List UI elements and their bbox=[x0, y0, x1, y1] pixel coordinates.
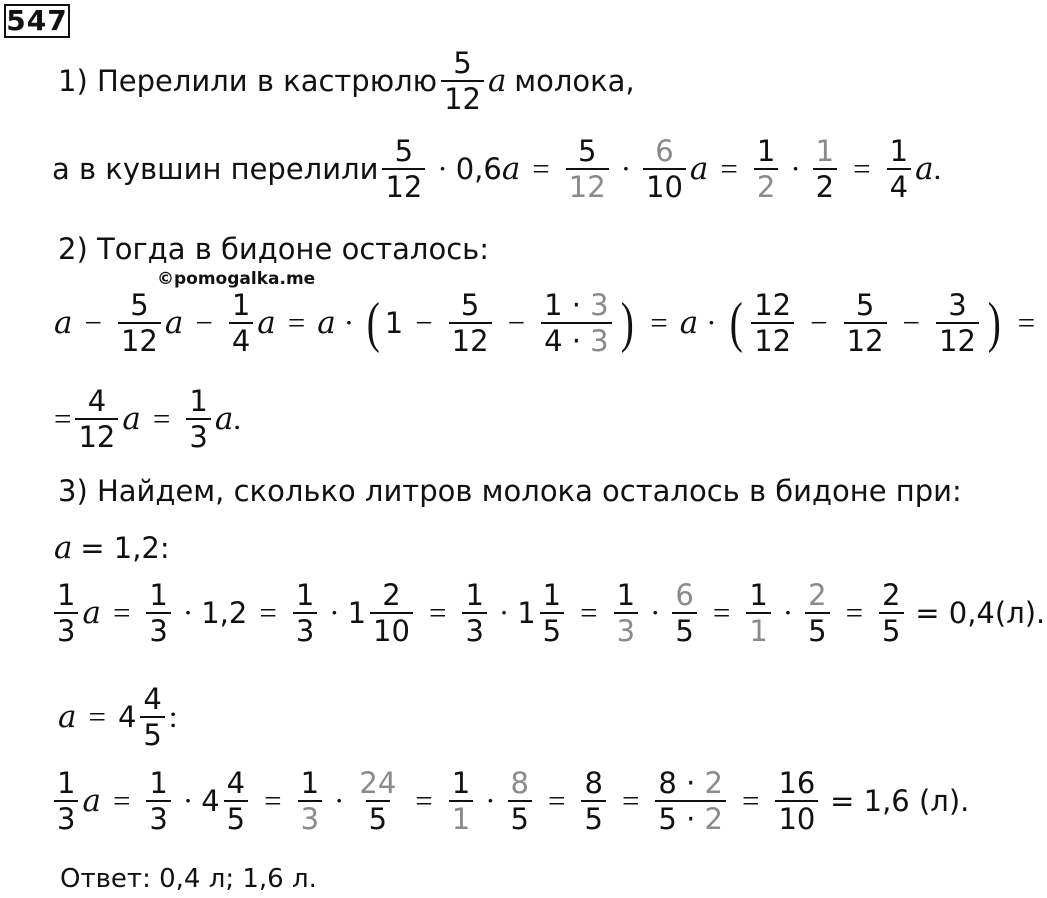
case1-calc: $\frac{1}{3}$ a = $\frac{1}{3}$ · 1,2 = $\frac{1}{3}$ · 1 $\frac{2}{10}$ = $\frac{1}{3}$ · 1 $\frac{1}{5}$ = $\frac{1}{3}$ · $\frac{6}{5}$ = $\frac{1}{1}$ · $\frac{2}{5}$ = $\frac{2}{5}$ = 0,4(л). bbox=[50, 580, 1045, 647]
case1-value: = 1,2: bbox=[80, 531, 170, 565]
case2-calc: $\frac{1}{3}$ a = $\frac{1}{3}$ · 4 $\frac{4}{5}$ = $\frac{1}{3}$ · $\frac{24}{5}$ = $\frac{1}{1}$ · $\frac{8}{5}$ = $\frac{8}{5}$ = $\frac{8 \cdot 2}{5 \cdot 2}$ = $\frac{16}{10}$ = 1,6 (л). bbox=[50, 768, 969, 835]
fraction: $\frac{5}{12}$ bbox=[441, 48, 484, 115]
step1-tail: молока, bbox=[514, 64, 635, 99]
step2-result: = $\frac{4}{12}$ a = $\frac{1}{3}$ a . bbox=[54, 384, 242, 455]
answer: Ответ: 0,4 л; 1,6 л. bbox=[60, 864, 317, 894]
case2-label: a = 4 $\frac{4}{5}$ : bbox=[58, 682, 178, 753]
step2-heading bbox=[58, 232, 489, 266]
step2-expression: a − $\frac{5}{12}$ a − $\frac{1}{4}$ a = a · ( 1 − $\frac{5}{12}$ − $\frac{1 \cdot 3}{4 \cdot 3}$ ) = a · ( $\frac{12}{12}$ − $\frac{5}{12}$ − $\frac{3}{12}$ ) = bbox=[54, 288, 1036, 359]
step1-line2-lead: а в кувшин перелили bbox=[52, 152, 379, 187]
case2-whole: 4 bbox=[117, 700, 137, 735]
step1-line2: а в кувшин перелили $\frac{5}{12}$ · 0,6 a = $\frac{5}{12}$ · $\frac{6}{10}$ a = $\frac{1}{2}$ · $\frac{1}{2}$ = $\frac{1}{4}$ a . bbox=[52, 134, 942, 205]
answer-line bbox=[60, 864, 317, 894]
step1-lead: 1) Перелили в кастрюлю bbox=[58, 64, 438, 99]
case2-result: = 1,6 (л). bbox=[830, 784, 970, 819]
step1-line1: 1) Перелили в кастрюлю $\frac{5}{12}$ a молока, bbox=[58, 46, 635, 117]
problem-number: 547 bbox=[4, 4, 70, 38]
case1-label: a = 1,2: bbox=[54, 530, 170, 566]
case1-result: = 0,4(л). bbox=[915, 596, 1046, 631]
watermark: ©pomogalka.me bbox=[157, 269, 316, 289]
step3-heading bbox=[58, 474, 962, 508]
step3-lead: 3) Найдем, сколько литров молока осталось в бидоне при: bbox=[58, 474, 962, 508]
step2-lead: 2) Тогда в бидоне осталось: bbox=[58, 232, 490, 266]
